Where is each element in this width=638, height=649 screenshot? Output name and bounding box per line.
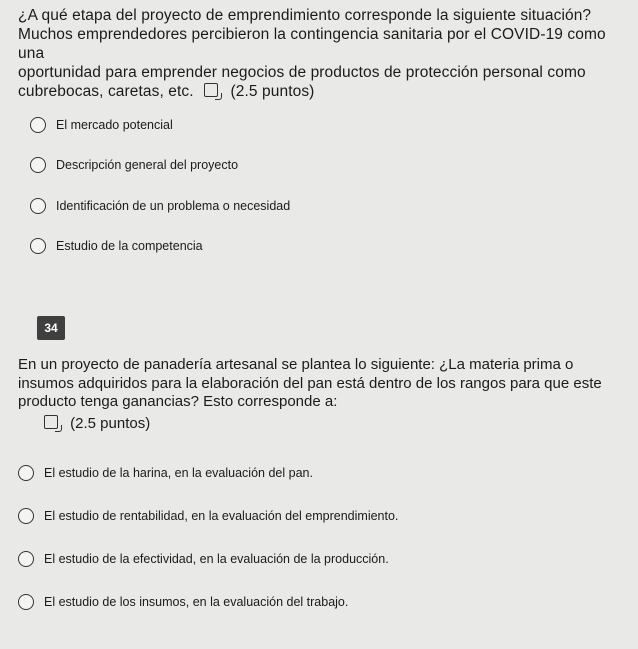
question-2-option-4-label: El estudio de los insumos, en la evaluación del trabajo. [44, 595, 349, 609]
question-2-points: (2.5 puntos) [70, 414, 151, 432]
question-1-option-4[interactable] [30, 238, 203, 254]
radio-circle-icon[interactable] [18, 551, 34, 567]
question-1-line-2: Muchos emprendedores percibieron la contingencia sanitaria por el COVID-19 como una [18, 26, 606, 62]
question-1-text [18, 6, 620, 101]
immersive-reader-icon[interactable] [44, 415, 58, 429]
question-1-option-4-label: Estudio de la competencia [56, 239, 203, 253]
radio-circle-icon[interactable] [30, 117, 46, 133]
question-2-option-4[interactable] [18, 594, 348, 610]
question-1-line-4-text: cubrebocas, caretas, etc. [18, 83, 194, 100]
question-1-points: (2.5 puntos) [230, 83, 315, 100]
question-1-line-3: oportunidad para emprender negocios de productos de protección personal como [18, 64, 586, 81]
radio-circle-icon[interactable] [18, 594, 34, 610]
question-1-option-2[interactable] [30, 157, 238, 173]
radio-circle-icon[interactable] [30, 157, 46, 173]
question-2-option-3[interactable] [18, 551, 389, 567]
question-2-line-1: En un proyecto de panadería artesanal se plantea lo siguiente: ¿La materia prima o [18, 356, 574, 373]
question-1-line-4 [18, 82, 620, 101]
radio-circle-icon[interactable] [30, 238, 46, 254]
question-1-option-2-label: Descripción general del proyecto [56, 158, 239, 172]
question-2-line-2: insumos adquiridos para la elaboración del pan está dentro de los rangos para que este [18, 374, 602, 392]
radio-circle-icon[interactable] [30, 198, 46, 214]
question-2-option-1-label: El estudio de la harina, en la evaluación del pan. [44, 466, 313, 480]
question-1-option-1[interactable] [30, 117, 173, 133]
question-2-option-2-label: El estudio de rentabilidad, en la evaluación del emprendimiento. [44, 509, 399, 523]
radio-circle-icon[interactable] [18, 508, 34, 524]
question-2-line-3: producto tenga ganancias? Esto corresponde a: [18, 393, 338, 410]
question-2-option-1[interactable] [18, 465, 313, 481]
question-1-option-3-label: Identificación de un problema o necesidad [56, 199, 291, 213]
question-1-line-1: ¿A qué etapa del proyecto de emprendimiento corresponde la siguiente situación? [18, 7, 592, 24]
question-2-option-3-label: El estudio de la efectividad, en la evaluación de la producción. [44, 552, 389, 566]
question-2-points-line [18, 415, 628, 434]
question-2-number-badge: 34 [37, 316, 65, 340]
question-2-option-2[interactable] [18, 508, 398, 524]
question-2-text [18, 356, 628, 433]
radio-circle-icon[interactable] [18, 465, 34, 481]
immersive-reader-icon[interactable] [204, 83, 218, 97]
question-1-option-3[interactable] [30, 198, 290, 214]
question-1-option-1-label: El mercado potencial [56, 118, 173, 132]
